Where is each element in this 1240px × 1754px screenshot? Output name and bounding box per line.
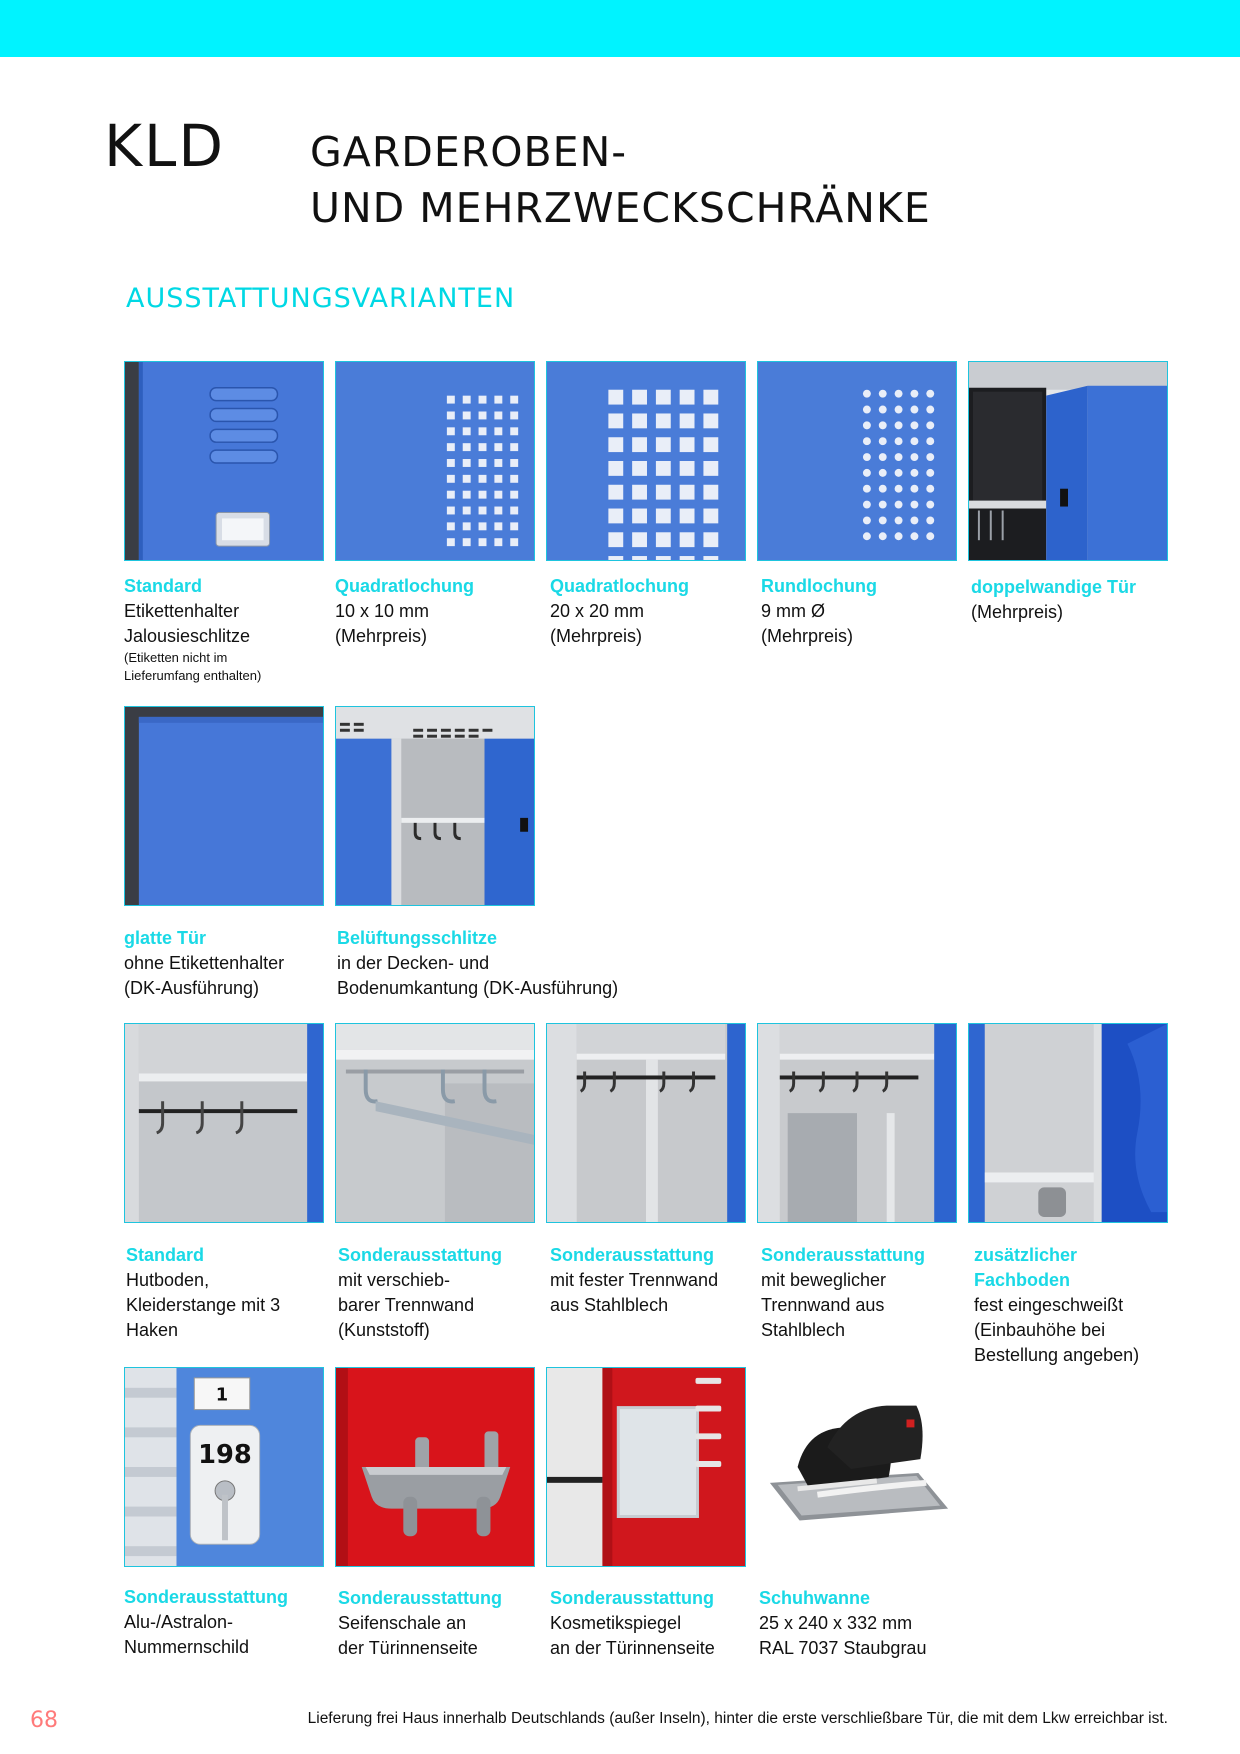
perforation-hole	[680, 532, 695, 547]
caption-heading: Sonderausstattung	[761, 1245, 926, 1265]
perforation-hole	[680, 509, 695, 524]
caption-line: RAL 7037 Staubgrau	[759, 1638, 927, 1658]
perforation-hole	[863, 453, 871, 461]
perforation-hole	[463, 443, 471, 451]
perforation-hole	[656, 437, 671, 452]
perforation-hole	[926, 390, 934, 398]
perforation-hole	[608, 509, 623, 524]
perforation-hole	[463, 491, 471, 499]
perforation-hole	[656, 532, 671, 547]
caption-line: Haken	[126, 1320, 179, 1340]
caption-heading: Sonderausstattung	[338, 1588, 503, 1608]
caption-heading: zusätzlicher	[974, 1245, 1078, 1265]
image-sliding-partition	[335, 1023, 535, 1223]
perforation-hole	[680, 390, 695, 405]
perforation-hole	[926, 421, 934, 429]
perforation-hole	[863, 437, 871, 445]
caption-extra-shelf	[974, 1243, 1179, 1368]
perforation-hole	[863, 516, 871, 524]
perforation-hole	[910, 516, 918, 524]
perforation-hole	[494, 396, 502, 404]
perforation-hole	[863, 421, 871, 429]
perforation-hole	[632, 485, 647, 500]
perforation-hole	[863, 485, 871, 493]
perforation-hole	[463, 475, 471, 483]
perforation-hole	[608, 437, 623, 452]
page-title-line-1: GARDEROBEN-	[310, 128, 628, 176]
perforation-hole	[910, 532, 918, 540]
perforation-hole	[447, 538, 455, 546]
caption-line: Seifenschale an	[338, 1613, 467, 1633]
perforation-hole	[656, 390, 671, 405]
caption-double-walled	[971, 575, 1176, 625]
large-number-label: 198	[198, 1440, 252, 1471]
caption-line: an der Türinnenseite	[550, 1638, 715, 1658]
caption-heading: Standard	[126, 1245, 205, 1265]
caption-heading: Sonderausstattung	[550, 1245, 715, 1265]
caption-line: mit fester Trennwand	[550, 1270, 719, 1290]
caption-line: Trennwand aus	[761, 1295, 885, 1315]
perforation-hole	[608, 413, 623, 428]
perforation-hole	[479, 522, 487, 530]
perforation-hole	[879, 485, 887, 493]
perforation-hole	[447, 443, 455, 451]
perforation-hole	[494, 427, 502, 435]
perforation-hole	[680, 485, 695, 500]
perforation-hole	[463, 507, 471, 515]
perforation-hole	[703, 390, 718, 405]
perforation-hole	[608, 556, 623, 560]
perforation-hole	[879, 421, 887, 429]
perforation-hole	[510, 459, 518, 467]
perforation-hole	[510, 443, 518, 451]
perforation-hole	[895, 532, 903, 540]
caption-heading: Quadratlochung	[550, 576, 689, 596]
perforation-hole	[656, 509, 671, 524]
caption-line: (DK-Ausführung)	[124, 978, 260, 998]
image-ventilation-slots	[335, 706, 535, 906]
perforation-hole	[479, 491, 487, 499]
caption-ventilation	[337, 926, 637, 1001]
caption-note: Lieferumfang enthalten)	[124, 668, 262, 683]
perforation-hole	[632, 532, 647, 547]
perforation-hole	[510, 427, 518, 435]
caption-line: Stahlblech	[761, 1320, 846, 1340]
perforation-hole	[463, 522, 471, 530]
perforation-hole	[895, 469, 903, 477]
caption-heading: Belüftungsschlitze	[337, 928, 498, 948]
perforation-hole	[494, 459, 502, 467]
caption-line: mit beweglicher	[761, 1270, 887, 1290]
image-soap-dish	[335, 1367, 535, 1567]
perforation-hole	[479, 507, 487, 515]
perforation-hole	[608, 390, 623, 405]
caption-standard-interior	[126, 1243, 331, 1343]
image-shoe-tray	[757, 1367, 957, 1567]
perforation-hole	[494, 538, 502, 546]
perforation-hole	[863, 406, 871, 414]
caption-square-10	[335, 574, 540, 649]
image-double-walled-door	[968, 361, 1168, 561]
caption-line: Alu-/Astralon-	[124, 1612, 234, 1632]
perforation-hole	[879, 532, 887, 540]
perforation-hole	[510, 396, 518, 404]
perforation-hole	[879, 406, 887, 414]
caption-line: ohne Etikettenhalter	[124, 953, 285, 973]
perforation-hole	[608, 461, 623, 476]
perforation-hole	[703, 509, 718, 524]
perforation-hole	[895, 406, 903, 414]
perforation-hole	[447, 475, 455, 483]
image-standard-louvre-door	[124, 361, 324, 561]
perforation-hole	[656, 556, 671, 560]
top-accent-bar	[0, 0, 1240, 57]
perforation-hole	[632, 390, 647, 405]
perforation-hole	[926, 406, 934, 414]
perforation-hole	[910, 453, 918, 461]
perforation-hole	[910, 390, 918, 398]
caption-line: (Einbauhöhe bei	[974, 1320, 1106, 1340]
perforation-hole	[447, 507, 455, 515]
caption-shoe-tray	[759, 1586, 964, 1661]
perforation-hole	[703, 461, 718, 476]
perforation-hole	[926, 532, 934, 540]
perforation-hole	[447, 491, 455, 499]
caption-heading: Schuhwanne	[759, 1588, 871, 1608]
perforation-hole	[479, 427, 487, 435]
image-mirror	[546, 1367, 746, 1567]
caption-movable-partition	[761, 1243, 966, 1343]
perforation-hole	[703, 413, 718, 428]
perforation-hole	[879, 437, 887, 445]
product-code: KLD	[104, 112, 226, 180]
perforation-hole	[926, 453, 934, 461]
caption-line: Kosmetikspiegel	[550, 1613, 682, 1633]
perforation-hole	[910, 501, 918, 509]
perforation-hole	[680, 437, 695, 452]
caption-line: 9 mm Ø	[761, 601, 826, 621]
caption-line: mit verschieb-	[338, 1270, 451, 1290]
caption-line: (Mehrpreis)	[550, 626, 643, 646]
caption-line: (Mehrpreis)	[971, 602, 1064, 622]
caption-heading: Standard	[124, 576, 203, 596]
perforation-hole	[879, 390, 887, 398]
caption-line: 25 x 240 x 332 mm	[759, 1613, 913, 1633]
caption-line: in der Decken- und	[337, 953, 490, 973]
caption-heading: Sonderausstattung	[338, 1245, 503, 1265]
perforation-hole	[910, 485, 918, 493]
perforation-hole	[447, 522, 455, 530]
image-round-perforation	[757, 361, 957, 561]
image-extra-shelf	[968, 1023, 1168, 1223]
perforation-hole	[910, 421, 918, 429]
perforation-hole	[447, 427, 455, 435]
perforation-hole	[879, 469, 887, 477]
perforation-hole	[608, 485, 623, 500]
perforation-hole	[510, 538, 518, 546]
perforation-hole	[608, 532, 623, 547]
perforation-hole	[895, 501, 903, 509]
page-number: 68	[30, 1708, 58, 1733]
caption-line: (Mehrpreis)	[335, 626, 428, 646]
perforation-hole	[447, 459, 455, 467]
perforation-hole	[879, 516, 887, 524]
perforation-hole	[463, 412, 471, 420]
page-title	[310, 124, 931, 236]
caption-line: (Mehrpreis)	[761, 626, 854, 646]
perforation-hole	[479, 475, 487, 483]
perforation-hole	[879, 501, 887, 509]
delivery-note: Lieferung frei Haus innerhalb Deutschlands (außer Inseln), hinter die erste verschließbare Tür, die mit dem Lkw erreichbar ist.	[307, 1710, 1168, 1727]
perforation-hole	[479, 459, 487, 467]
perforation-hole	[510, 412, 518, 420]
perforation-hole	[447, 412, 455, 420]
caption-line: Kleiderstange mit 3	[126, 1295, 281, 1315]
perforation-hole	[926, 516, 934, 524]
caption-line: barer Trennwand	[338, 1295, 475, 1315]
perforation-hole	[895, 421, 903, 429]
caption-round	[761, 574, 966, 649]
perforation-hole	[910, 469, 918, 477]
caption-line: Hutboden,	[126, 1270, 210, 1290]
caption-heading: Sonderausstattung	[124, 1587, 289, 1607]
caption-line: Nummernschild	[124, 1637, 250, 1657]
caption-line: (Kunststoff)	[338, 1320, 430, 1340]
perforation-hole	[863, 532, 871, 540]
perforation-hole	[879, 453, 887, 461]
perforation-hole	[632, 413, 647, 428]
perforation-hole	[680, 413, 695, 428]
perforation-hole	[494, 491, 502, 499]
perforation-hole	[494, 522, 502, 530]
perforation-hole	[863, 469, 871, 477]
perforation-hole	[703, 532, 718, 547]
caption-heading: glatte Tür	[124, 928, 207, 948]
perforation-hole	[510, 507, 518, 515]
perforation-hole	[463, 538, 471, 546]
caption-fixed-partition	[550, 1243, 755, 1318]
perforation-hole	[680, 461, 695, 476]
caption-note: (Etiketten nicht im	[124, 650, 228, 665]
perforation-hole	[632, 509, 647, 524]
caption-line: Etikettenhalter	[124, 601, 240, 621]
perforation-hole	[510, 522, 518, 530]
caption-line: der Türinnenseite	[338, 1638, 478, 1658]
caption-line: Jalousieschlitze	[124, 626, 251, 646]
perforation-hole	[926, 485, 934, 493]
image-square-perforation-10	[335, 361, 535, 561]
image-square-perforation-20	[546, 361, 746, 561]
perforation-hole	[703, 556, 718, 560]
caption-mirror	[550, 1586, 755, 1661]
image-standard-interior	[124, 1023, 324, 1223]
caption-heading: Quadratlochung	[335, 576, 474, 596]
perforation-hole	[895, 390, 903, 398]
caption-square-20	[550, 574, 755, 649]
section-title: AUSSTATTUNGSVARIANTEN	[126, 283, 516, 314]
perforation-hole	[494, 507, 502, 515]
image-smooth-door	[124, 706, 324, 906]
perforation-hole	[926, 469, 934, 477]
perforation-hole	[479, 443, 487, 451]
perforation-hole	[895, 516, 903, 524]
perforation-hole	[494, 443, 502, 451]
caption-heading: Sonderausstattung	[550, 1588, 715, 1608]
caption-heading: doppelwandige Tür	[971, 577, 1136, 597]
perforation-hole	[656, 461, 671, 476]
perforation-hole	[463, 427, 471, 435]
perforation-hole	[656, 485, 671, 500]
perforation-hole	[656, 413, 671, 428]
perforation-hole	[479, 538, 487, 546]
perforation-hole	[863, 390, 871, 398]
caption-line: fest eingeschweißt	[974, 1295, 1124, 1315]
image-fixed-partition	[546, 1023, 746, 1223]
caption-smooth-door	[124, 926, 329, 1001]
perforation-hole	[895, 437, 903, 445]
perforation-hole	[463, 396, 471, 404]
perforation-hole	[680, 556, 695, 560]
perforation-hole	[895, 453, 903, 461]
perforation-hole	[910, 437, 918, 445]
perforation-hole	[703, 485, 718, 500]
caption-number-plate	[124, 1585, 329, 1660]
perforation-hole	[895, 485, 903, 493]
perforation-hole	[703, 437, 718, 452]
perforation-hole	[632, 556, 647, 560]
perforation-hole	[632, 437, 647, 452]
perforation-hole	[926, 437, 934, 445]
perforation-hole	[479, 412, 487, 420]
image-movable-partition	[757, 1023, 957, 1223]
perforation-hole	[494, 412, 502, 420]
caption-line: Bestellung angeben)	[974, 1345, 1140, 1365]
caption-sliding-partition	[338, 1243, 543, 1343]
perforation-hole	[463, 459, 471, 467]
caption-line: Bodenumkantung (DK-Ausführung)	[337, 978, 619, 998]
caption-line: aus Stahlblech	[550, 1295, 669, 1315]
perforation-hole	[910, 406, 918, 414]
perforation-hole	[632, 461, 647, 476]
perforation-hole	[479, 396, 487, 404]
caption-standard-door	[124, 574, 329, 685]
caption-soap-dish	[338, 1586, 543, 1661]
perforation-hole	[494, 475, 502, 483]
caption-heading: Rundlochung	[761, 576, 877, 596]
caption-line: 10 x 10 mm	[335, 601, 430, 621]
perforation-hole	[863, 501, 871, 509]
perforation-hole	[510, 475, 518, 483]
caption-heading-2: Fachboden	[974, 1270, 1071, 1290]
image-number-plate	[124, 1367, 324, 1567]
perforation-hole	[926, 501, 934, 509]
small-number-label: 1	[215, 1384, 229, 1406]
page-title-line-2: UND MEHRZWECKSCHRÄNKE	[310, 184, 931, 232]
perforation-hole	[510, 491, 518, 499]
caption-line: 20 x 20 mm	[550, 601, 645, 621]
perforation-hole	[447, 396, 455, 404]
